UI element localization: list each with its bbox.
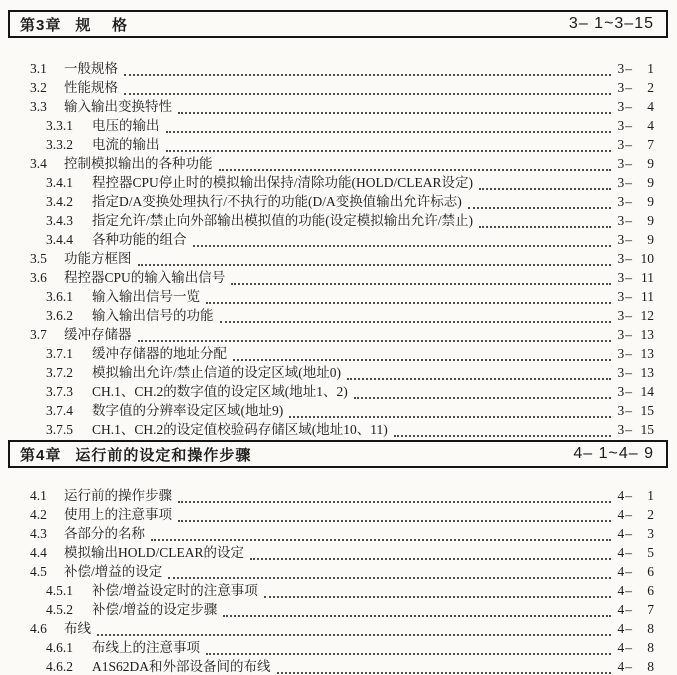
toc-entry[interactable] <box>8 133 654 152</box>
page-number: 3 <box>647 526 654 541</box>
chapter-header <box>8 10 668 38</box>
toc-entry-page <box>618 507 655 523</box>
page-number: 13 <box>640 346 654 361</box>
toc-entry[interactable] <box>8 484 654 503</box>
toc-entry[interactable] <box>8 655 654 674</box>
page-number: 8 <box>647 621 654 636</box>
dotted-leader <box>277 668 611 674</box>
page-chapter-num: 3 <box>617 422 625 437</box>
toc-entry-title: 功能方框图 <box>64 251 132 266</box>
page-dash: – <box>625 156 632 171</box>
toc-entry[interactable] <box>8 285 654 304</box>
page-dash: – <box>625 308 632 323</box>
toc-entry-title: 布线 <box>64 621 91 636</box>
toc-entry-number: 4.3 <box>30 526 47 541</box>
toc-entry-page <box>618 232 655 248</box>
toc-entry-page <box>618 213 655 229</box>
toc-entry-title: CH.1、CH.2的设定值校验码存储区域(地址10、11) <box>92 422 388 437</box>
toc-entry-page <box>618 422 655 438</box>
toc-entry-number: 3.5 <box>30 251 47 266</box>
toc-entry-number: 3.7.2 <box>46 365 73 380</box>
page-chapter-num: 4 <box>617 583 625 598</box>
toc-entry[interactable] <box>8 152 654 171</box>
toc-entry-number: 3.3 <box>30 99 47 114</box>
page-dash: – <box>625 659 632 674</box>
chapter-label: 第3章 <box>20 16 62 34</box>
page-number: 2 <box>647 507 654 522</box>
page-dash: – <box>625 289 632 304</box>
toc-entry[interactable] <box>8 598 654 617</box>
page-chapter-num: 3 <box>617 327 625 342</box>
chapter-page-range: 4– 1~4– 9 <box>573 445 654 462</box>
toc-entry[interactable] <box>8 266 654 285</box>
toc-entry-number: 3.6 <box>30 270 47 285</box>
page-number: 7 <box>647 137 654 152</box>
dotted-leader <box>178 108 611 114</box>
page-number: 11 <box>641 270 654 285</box>
page-dash: – <box>625 640 632 655</box>
toc-entry[interactable] <box>8 209 654 228</box>
page-chapter-num: 3 <box>617 194 625 209</box>
page-number: 15 <box>640 403 654 418</box>
toc-entry-page <box>618 251 655 267</box>
page-dash: – <box>625 213 632 228</box>
toc-entry-page <box>618 80 655 96</box>
toc-entry-title: 运行前的操作步骤 <box>64 488 172 503</box>
page-chapter-num: 3 <box>617 365 625 380</box>
dotted-leader <box>479 222 611 228</box>
toc-entry-title: 电压的输出 <box>92 118 160 133</box>
toc-entry[interactable] <box>8 114 654 133</box>
page-chapter-num: 4 <box>617 602 625 617</box>
dotted-leader <box>166 127 611 133</box>
chapter-heading <box>20 444 251 465</box>
toc-entry-page <box>618 564 655 580</box>
toc-entry[interactable] <box>8 380 654 399</box>
dotted-leader <box>124 70 611 76</box>
toc-entry-title: 一般规格 <box>64 61 118 76</box>
page-dash: – <box>625 270 632 285</box>
toc-entry-number: 4.5 <box>30 564 47 579</box>
page-number: 8 <box>647 640 654 655</box>
toc-entry[interactable] <box>8 541 654 560</box>
toc-entry[interactable] <box>8 617 654 636</box>
toc-entry-page <box>618 583 655 599</box>
dotted-leader <box>394 431 611 437</box>
chapter-title: 规 格 <box>75 16 129 34</box>
page-dash: – <box>625 175 632 190</box>
toc-entry-title: 指定允许/禁止向外部输出模拟值的功能(设定模拟输出允许/禁止) <box>92 213 473 228</box>
toc-list <box>8 468 668 674</box>
page-number: 14 <box>640 384 654 399</box>
toc-entry-title: 各种功能的组合 <box>92 232 187 247</box>
toc-entry-number: 3.3.1 <box>46 118 73 133</box>
toc-entry-title: A1S62DA和外部设备间的布线 <box>92 659 271 674</box>
page-dash: – <box>625 583 632 598</box>
page-dash: – <box>625 403 632 418</box>
page-chapter-num: 4 <box>617 507 625 522</box>
toc-entry[interactable] <box>8 503 654 522</box>
toc-entry-title: 指定D/A变换处理执行/不执行的功能(D/A变换值输出允许标志) <box>92 194 462 209</box>
toc-entry-number: 4.5.2 <box>46 602 73 617</box>
toc-entry-title: CH.1、CH.2的数字值的设定区域(地址1、2) <box>92 384 348 399</box>
dotted-leader <box>166 146 611 152</box>
toc-entry[interactable] <box>8 418 654 437</box>
page-chapter-num: 3 <box>617 403 625 418</box>
page-chapter-num: 4 <box>617 545 625 560</box>
toc-entry-title: 模拟输出HOLD/CLEAR的设定 <box>64 545 244 560</box>
toc-entry-title: 布线上的注意事项 <box>92 640 200 655</box>
page-number: 12 <box>640 308 654 323</box>
toc-entry-title: 缓冲存储器 <box>64 327 132 342</box>
page-chapter-num: 3 <box>617 308 625 323</box>
toc-entry-number: 3.4.2 <box>46 194 73 209</box>
toc-entry-page <box>618 137 655 153</box>
page-number: 9 <box>647 156 654 171</box>
page-number: 7 <box>647 602 654 617</box>
page-dash: – <box>625 564 632 579</box>
page-chapter-num: 3 <box>617 270 625 285</box>
page-number: 6 <box>647 564 654 579</box>
toc-entry[interactable] <box>8 57 654 76</box>
toc-entry-title: 各部分的名称 <box>64 526 145 541</box>
toc-entry-page <box>618 194 655 210</box>
page-dash: – <box>625 251 632 266</box>
toc-entry-page <box>618 545 655 561</box>
toc-entry-number: 3.4.1 <box>46 175 73 190</box>
page-dash: – <box>625 526 632 541</box>
toc-entry[interactable] <box>8 342 654 361</box>
page-number: 9 <box>647 232 654 247</box>
toc-entry[interactable] <box>8 323 654 342</box>
page-dash: – <box>625 327 632 342</box>
toc-entry[interactable] <box>8 579 654 598</box>
toc-entry[interactable] <box>8 228 654 247</box>
dotted-leader <box>223 611 610 617</box>
page-chapter-num: 3 <box>617 80 625 95</box>
dotted-leader <box>347 374 611 380</box>
toc-entry-page <box>618 327 655 343</box>
toc-entry[interactable] <box>8 171 654 190</box>
page-dash: – <box>625 422 632 437</box>
toc-entry-number: 4.4 <box>30 545 47 560</box>
page-dash: – <box>625 602 632 617</box>
page-number: 4 <box>647 118 654 133</box>
toc-entry-page <box>618 175 655 191</box>
page-number: 2 <box>647 80 654 95</box>
toc-entry-number: 3.4 <box>30 156 47 171</box>
toc-entry-page <box>618 640 655 656</box>
page-chapter-num: 3 <box>617 156 625 171</box>
page-chapter-num: 4 <box>617 564 625 579</box>
page-number: 15 <box>640 422 654 437</box>
toc-entry-number: 3.2 <box>30 80 47 95</box>
dotted-leader <box>206 298 611 304</box>
toc-entry-page <box>618 403 655 419</box>
toc-entry-number: 4.6.1 <box>46 640 73 655</box>
toc-entry-page <box>618 61 655 77</box>
page-dash: – <box>625 346 632 361</box>
page-chapter-num: 3 <box>617 289 625 304</box>
toc-entry-number: 3.4.4 <box>46 232 73 247</box>
dotted-leader <box>468 203 611 209</box>
page-number: 4 <box>647 99 654 114</box>
page-dash: – <box>625 80 632 95</box>
toc-entry-page <box>618 602 655 618</box>
toc-entry-title: 补偿/增益的设定步骤 <box>92 602 218 617</box>
page-chapter-num: 3 <box>617 61 625 76</box>
dotted-leader <box>264 592 611 598</box>
page-number: 1 <box>647 488 654 503</box>
page-dash: – <box>625 137 632 152</box>
page-number: 13 <box>640 327 654 342</box>
toc-entry[interactable] <box>8 399 654 418</box>
dotted-leader <box>354 393 611 399</box>
page-chapter-num: 4 <box>617 488 625 503</box>
toc-entry-number: 3.1 <box>30 61 47 76</box>
page-number: 1 <box>647 61 654 76</box>
toc-entry-title: 电流的输出 <box>92 137 160 152</box>
page-number: 6 <box>647 583 654 598</box>
toc-entry[interactable] <box>8 361 654 380</box>
toc-entry[interactable] <box>8 190 654 209</box>
toc-entry-title: 性能规格 <box>64 80 118 95</box>
toc-entry-page <box>618 99 655 115</box>
toc-entry[interactable] <box>8 522 654 541</box>
page-chapter-num: 3 <box>617 118 625 133</box>
page-number: 11 <box>641 289 654 304</box>
toc-entry-page <box>618 270 655 286</box>
toc-entry-page <box>618 526 655 542</box>
page-chapter-num: 4 <box>617 621 625 636</box>
chapter-label: 第4章 <box>20 446 62 464</box>
dotted-leader <box>479 184 611 190</box>
page-dash: – <box>625 507 632 522</box>
toc-entry-title: 程控器CPU停止时的模拟输出保持/清除功能(HOLD/CLEAR设定) <box>92 175 473 190</box>
page-chapter-num: 3 <box>617 346 625 361</box>
page-dash: – <box>625 545 632 560</box>
page-dash: – <box>625 621 632 636</box>
page-number: 10 <box>640 251 654 266</box>
toc-entry-number: 4.2 <box>30 507 47 522</box>
page-chapter-num: 4 <box>617 526 625 541</box>
chapter-page-range: 3– 1~3–15 <box>568 15 654 32</box>
dotted-leader <box>231 279 610 285</box>
dotted-leader <box>193 241 611 247</box>
page-dash: – <box>625 61 632 76</box>
chapter-heading <box>20 14 128 35</box>
toc-entry[interactable] <box>8 76 654 95</box>
toc-entry[interactable] <box>8 636 654 655</box>
toc-entry-number: 4.5.1 <box>46 583 73 598</box>
toc-entry[interactable] <box>8 247 654 266</box>
toc-entry-number: 3.4.3 <box>46 213 73 228</box>
chapter-title: 运行前的设定和操作步骤 <box>75 446 252 464</box>
dotted-leader <box>124 89 611 95</box>
page-chapter-num: 3 <box>617 232 625 247</box>
toc-entry-title: 程控器CPU的输入输出信号 <box>64 270 226 285</box>
dotted-leader <box>178 516 611 522</box>
toc-entry-number: 3.7.3 <box>46 384 73 399</box>
page-number: 5 <box>647 545 654 560</box>
toc-entry[interactable] <box>8 95 654 114</box>
toc-entry-title: 使用上的注意事项 <box>64 507 172 522</box>
page-dash: – <box>625 194 632 209</box>
toc-entry-page <box>618 346 655 362</box>
toc-entry-page <box>618 384 655 400</box>
toc-entry-number: 3.6.2 <box>46 308 73 323</box>
toc-entry-page <box>618 488 655 504</box>
page-dash: – <box>625 384 632 399</box>
toc-entry-number: 3.7.4 <box>46 403 73 418</box>
page-chapter-num: 3 <box>617 175 625 190</box>
toc-entry-number: 4.6.2 <box>46 659 73 674</box>
toc-entry-title: 补偿/增益的设定 <box>64 564 163 579</box>
page-dash: – <box>625 365 632 380</box>
dotted-leader <box>250 554 611 560</box>
toc-entry-page <box>618 308 655 324</box>
page-dash: – <box>625 488 632 503</box>
toc-entry-number: 4.1 <box>30 488 47 503</box>
toc-entry-number: 3.7 <box>30 327 47 342</box>
page-chapter-num: 4 <box>617 640 625 655</box>
page-chapter-num: 3 <box>617 99 625 114</box>
page-dash: – <box>625 118 632 133</box>
toc-entry[interactable] <box>8 304 654 323</box>
toc-entry-title: 补偿/增益设定时的注意事项 <box>92 583 258 598</box>
toc-entry-title: 缓冲存储器的地址分配 <box>92 346 227 361</box>
chapter-section <box>8 10 668 437</box>
page-chapter-num: 3 <box>617 384 625 399</box>
toc-entry-number: 4.6 <box>30 621 47 636</box>
toc-entry[interactable] <box>8 560 654 579</box>
toc-entry-page <box>618 118 655 134</box>
dotted-leader <box>178 497 611 503</box>
page-number: 9 <box>647 213 654 228</box>
toc-list <box>8 38 668 437</box>
page-chapter-num: 3 <box>617 137 625 152</box>
toc-entry-number: 3.3.2 <box>46 137 73 152</box>
toc-entry-title: 数字值的分辨率设定区域(地址9) <box>92 403 284 418</box>
toc-entry-page <box>618 156 655 172</box>
table-of-contents <box>8 10 668 674</box>
dotted-leader <box>220 317 611 323</box>
chapter-header <box>8 440 668 468</box>
toc-entry-page <box>618 289 655 305</box>
toc-entry-number: 3.6.1 <box>46 289 73 304</box>
page-number: 8 <box>647 659 654 674</box>
page-chapter-num: 3 <box>617 251 625 266</box>
page-number: 9 <box>647 175 654 190</box>
toc-entry-number: 3.7.5 <box>46 422 73 437</box>
toc-entry-title: 输入输出信号的功能 <box>92 308 214 323</box>
page-number: 9 <box>647 194 654 209</box>
page-chapter-num: 4 <box>617 659 625 674</box>
toc-entry-title: 输入输出信号一览 <box>92 289 200 304</box>
page-chapter-num: 3 <box>617 213 625 228</box>
toc-entry-title: 模拟输出允许/禁止信道的设定区域(地址0) <box>92 365 341 380</box>
toc-entry-title: 控制模拟输出的各种功能 <box>64 156 213 171</box>
page-dash: – <box>625 99 632 114</box>
toc-entry-page <box>618 365 655 381</box>
toc-entry-page <box>618 621 655 637</box>
page-dash: – <box>625 232 632 247</box>
page-number: 13 <box>640 365 654 380</box>
toc-entry-number: 3.7.1 <box>46 346 73 361</box>
toc-entry-title: 输入输出变换特性 <box>64 99 172 114</box>
chapter-section <box>8 440 668 674</box>
